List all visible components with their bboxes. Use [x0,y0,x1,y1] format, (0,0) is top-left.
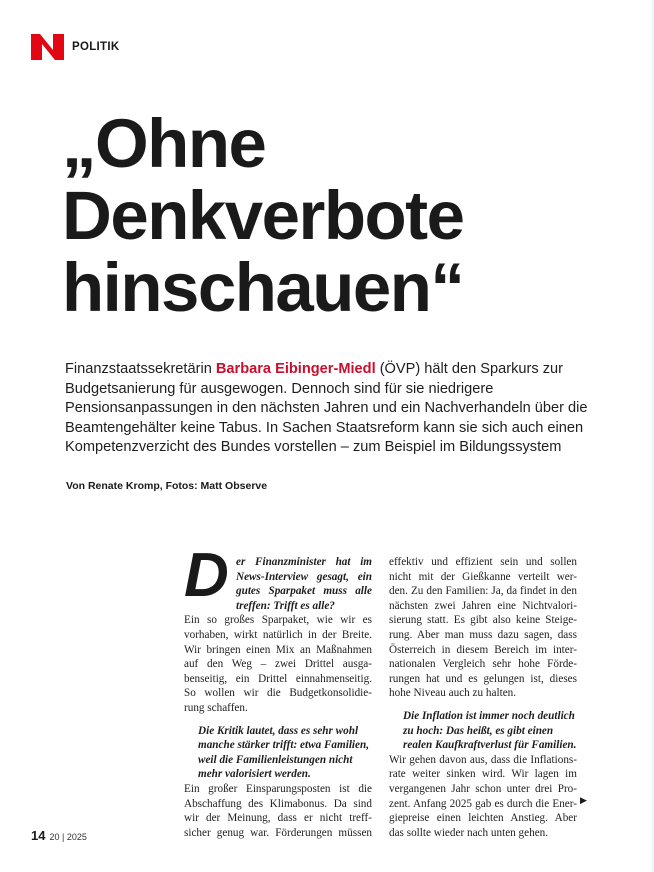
lead-paragraph [65,360,625,458]
question-line: weil die Familienleistungen nicht [198,753,353,766]
answer-line: So wollen wir die Budgetkonsolidie- [184,687,372,700]
paragraph-gap [389,701,577,709]
continue-arrow-icon: ▶ [580,795,587,805]
question-line: Die Kritik lautet, dass es sehr wohl [198,724,359,737]
drop-cap: D [184,541,229,610]
answer-line: nächsten zwei Jahren eine Nichtvalori- [389,599,577,612]
answer-line: giepreise einen leichten Anstieg. Aber [389,812,577,825]
answer-line: Ein so großes Sparpaket, wie wir es [184,614,372,627]
answer-line: Ein großer Einsparungsposten ist die [184,782,372,795]
answer-line: das sollte wieder nach unten gehen. [389,826,549,839]
headline-line: hinschauen“ [62,249,464,326]
answer-line: rung schaffen. [184,701,248,714]
answer-line: rungen hat und es gelungen ist, dieses [389,672,577,685]
answer-line: Abschaffung des Klimabonus. Da sind [184,797,372,810]
question-line: treffen: Trifft es alle? [236,599,335,612]
answer-line: nicht mit der Gießkanne verteilt wer- [389,570,577,583]
question-line: News-Interview gesagt, ein [236,570,372,583]
answer-line: wir der Meinung, dass er nicht treff- [184,812,372,825]
answer-line: rate weiter sinken wird. Wir lagen im [389,768,577,781]
answer-line: zent. Anfang 2025 gab es durch die Ener- [389,797,577,810]
question-line: er Finanzminister hat im [236,556,372,568]
headline-line: Denkverbote [62,177,464,254]
lead-text: Finanzstaatssekretärin [65,361,216,377]
question-line: zu hoch: Das heißt, es gibt einen [403,724,554,737]
question-line: manche stärker trifft: etwa Familien, [198,739,370,752]
headline [62,105,642,326]
answer-line: vergangenen Jahr schon unter drei Pro- [389,782,577,795]
answer-line: den. Zu den Familien: Ja, da findet in den [389,585,577,598]
answer-line: effektiv und effizient sein und sollen [389,556,577,568]
lead-text: (ÖVP) hält den Sparkurs zur Budgetsanierung für ausgewogen. Dennoch sind für sie niedrigere Pensionsanpassungen in den nächsten Jahren und ein Nachverhandeln über die Beamtengehälter keine Tabus. In Sachen Staatsreform kann sie sich auch einen Kompetenzverzicht des Bundes vorstellen – zum Beispiel im Bildungssystem [65,361,588,456]
section-label: POLITIK [72,41,120,53]
page-folio [31,828,87,843]
answer-line: Österreich in diesem Bereich im inter- [389,643,577,656]
answer-line: auf den Weg – zwei Drittel ausga- [184,658,372,671]
text-column-right [389,555,577,840]
interviewee-name: Barbara Eibinger-Miedl [215,361,376,377]
page-number: 14 [31,828,46,843]
text-column-left [184,555,372,840]
answer-line: sicher genug war. Förderungen müssen [184,826,372,839]
question-line: gutes Sparpaket muss alle [236,585,372,598]
question-line: realen Kaufkraftverlust für Familien. [403,739,577,752]
question-line: mehr valorisiert werden. [198,768,311,781]
issue-number: 20 | 2025 [49,832,87,842]
answer-line: rung. Aber man muss dazu sagen, dass [389,628,577,641]
headline-line: „Ohne [62,105,266,182]
answer-line: vorhaben, wirkt natürlich in der Breite. [184,628,372,641]
paragraph-gap [184,716,372,724]
answer-line: sierung statt. Es gibt also keine Steige- [389,614,577,627]
news-logo-icon [31,34,64,60]
answer-line: nationalen Vergleich sehr hohe Förde- [389,658,577,671]
answer-line: hohe Niveau auch zu halten. [389,687,517,700]
question-line: Die Inflation ist immer noch deutlich [403,709,575,722]
answer-line: benseitig, ein Drittel einnahmenseitig. [184,672,372,685]
byline: Von Renate Kromp, Fotos: Matt Observe [66,480,268,492]
answer-line: Wir gehen davon aus, dass die Inflations- [389,753,577,766]
answer-line: Wir bringen einen Mix an Maßnahmen [184,643,372,656]
